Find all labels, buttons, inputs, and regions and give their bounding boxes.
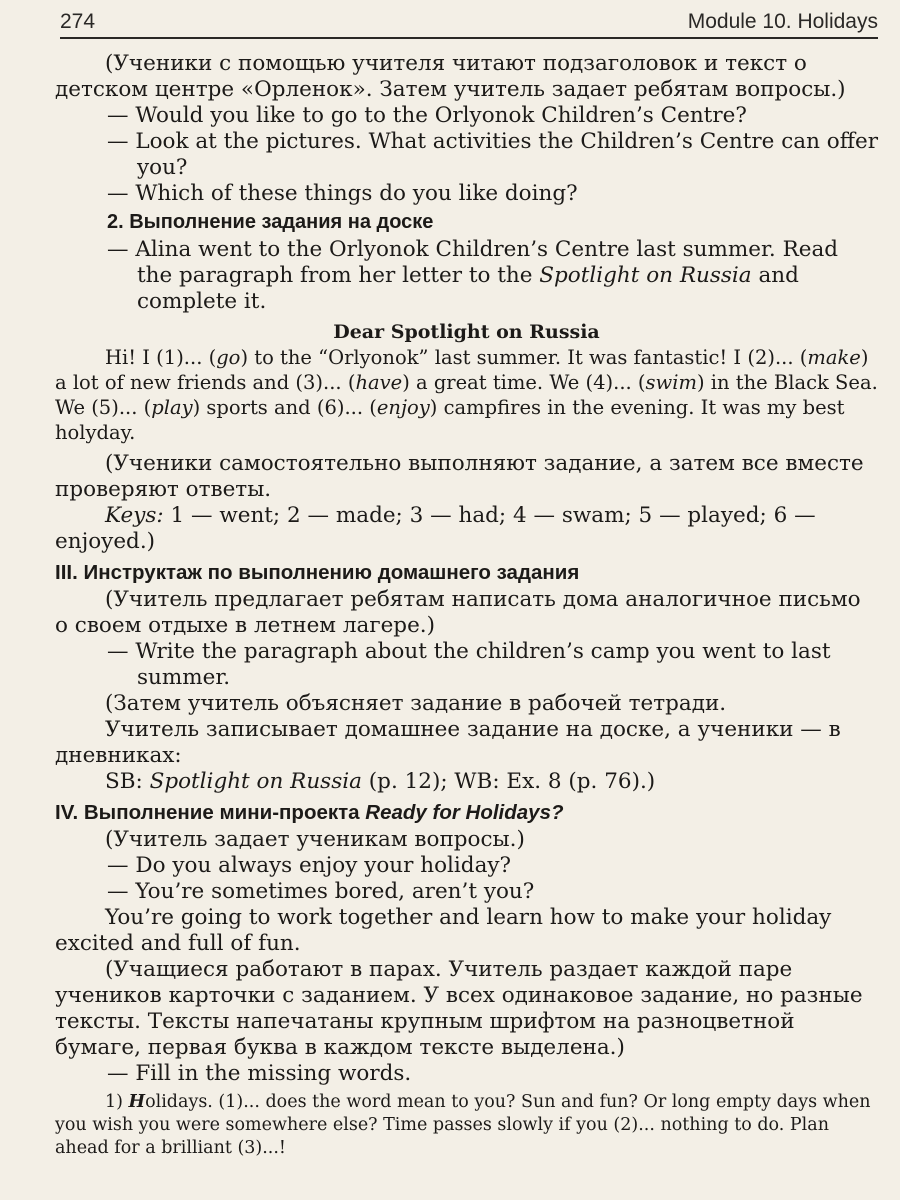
paragraph-intro: (Ученики с помощью учителя читают подзаголовок и текст о детском центре «Орленок». Затем учитель задает ребятам вопросы.) — [55, 51, 846, 102]
question-6: — You’re sometimes bored, aren’t you? — [107, 879, 535, 904]
paragraph-board: Учитель записывает домашнее задание на доске, а ученики — в дневниках: — [55, 717, 841, 768]
paragraph-pairs: (Учащиеся работают в парах. Учитель раздает каждой паре учеников карточки с заданием. У всех одинаковое задание, но разные тексты. Тексты напечатаны крупным шрифтом на разноцветной бумаге, первая буква в каждом тексте выделена.) — [55, 957, 863, 1060]
exercise-2-title: 2. Выполнение задания на доске — [107, 211, 434, 233]
question-1: — Would you like to go to the Orlyonok Children’s Centre? — [107, 103, 747, 128]
paragraph-workbook: (Затем учитель объясняет задание в рабочей тетради. — [105, 691, 727, 716]
question-7: — Fill in the missing words. — [107, 1061, 412, 1086]
page-header — [60, 10, 878, 39]
paragraph-self-check: (Ученики самостоятельно выполняют задание, а затем все вместе проверяют ответы. — [55, 451, 864, 502]
question-2: — Look at the pictures. What activities the Children’s Centre can offer you? — [107, 129, 878, 180]
exercise-2-instruction: — Alina went to the Orlyonok Children’s Centre last summer. Read the paragraph from her letter to the Spotlight on Russia and complete it. — [107, 237, 839, 314]
paragraph-work-together: You’re going to work together and learn how to make your holiday excited and full of fun. — [55, 905, 832, 956]
paragraph-homework: (Учитель предлагает ребятам написать дома аналогичное письмо о своем отдыхе в летнем лагере.) — [55, 587, 861, 638]
section-3-title: III. Инструктаж по выполнению домашнего задания — [55, 561, 580, 584]
question-3: — Which of these things do you like doing? — [107, 181, 578, 206]
section-4-title: IV. Выполнение мини-проекта Ready for Holidays? — [55, 801, 564, 824]
homework-reference: SB: Spotlight on Russia (p. 12); WB: Ex. 8 (p. 76).) — [105, 769, 656, 794]
card-text-1: 1) Holidays. (1)... does the word mean to you? Sun and fun? Or long empty days when you wish you were somewhere else? Time passes slowly if you (2)... nothing to do. Plan ahead for a brilliant (3)...! — [55, 1092, 871, 1158]
answer-keys: Keys: 1 — went; 2 — made; 3 — had; 4 — swam; 5 — played; 6 — enjoyed.) — [55, 503, 816, 554]
page-number: 274 — [60, 10, 96, 33]
paragraph-questions: (Учитель задает ученикам вопросы.) — [105, 827, 525, 852]
running-title: Module 10. Holidays — [687, 10, 878, 33]
letter-title: Dear Spotlight on Russia — [333, 321, 600, 343]
letter-text: Hi! I (1)... (go) to the “Orlyonok” last summer. It was fantastic! I (2)... (make) a lot of new friends and (3)... (have) a great time. We (4)... (swim) in the Black Sea. We (5)... (play) sports and (6)... (enjoy) campfires in the evening. It was my best holyday. — [55, 346, 878, 444]
question-4: — Write the paragraph about the children’s camp you went to last summer. — [107, 639, 831, 690]
question-5: — Do you always enjoy your holiday? — [107, 853, 512, 878]
